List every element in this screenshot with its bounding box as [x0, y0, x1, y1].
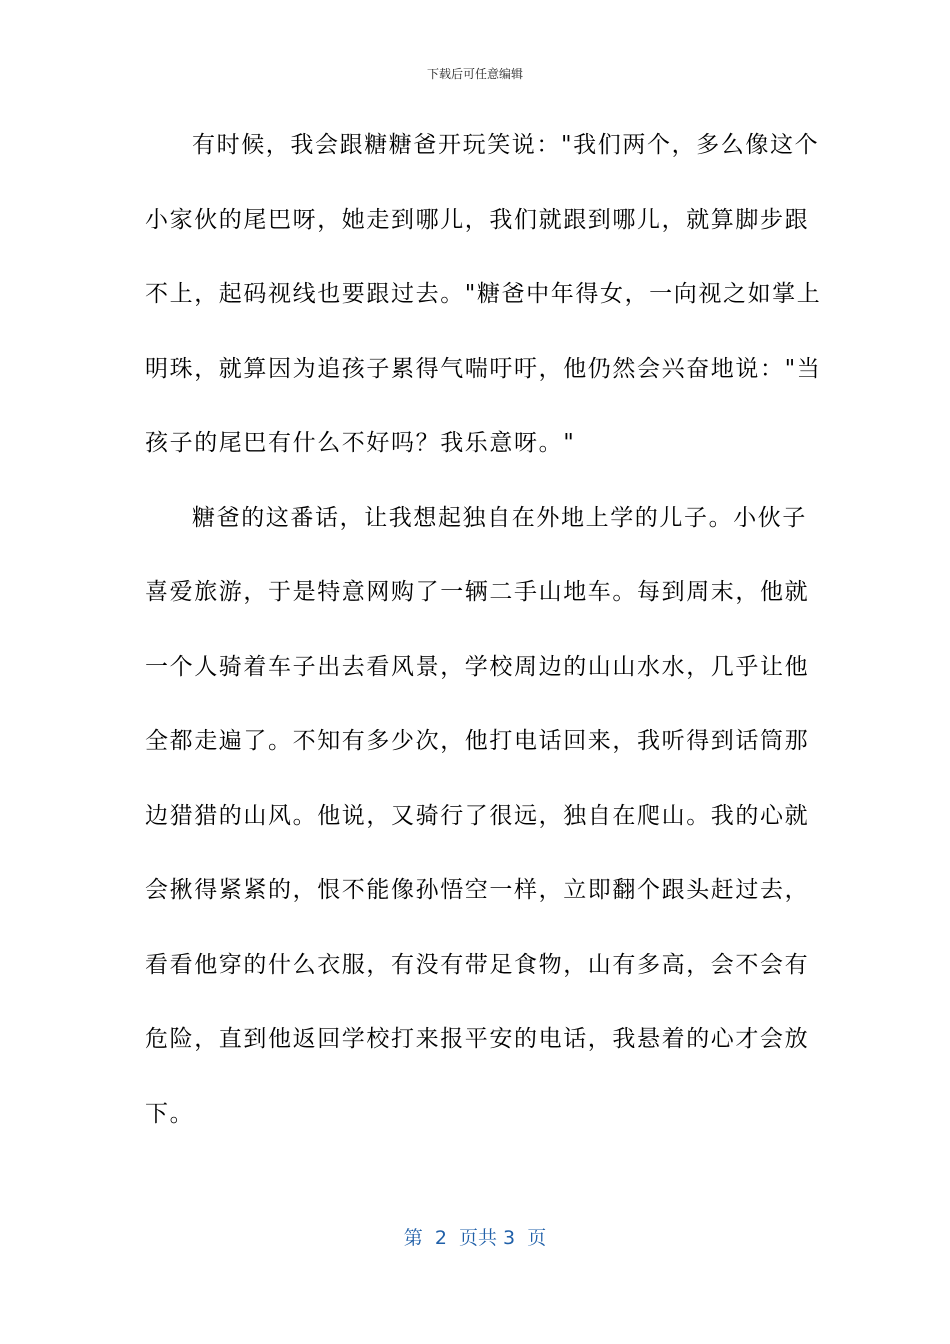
text-line: 一个人骑着车子出去看风景，学校周边的山山水水，几乎让他 [145, 653, 810, 680]
text-line: 不上，起码视线也要跟过去。"糖爸中年得女，一向视之如掌上 [145, 281, 822, 307]
text-line: 有时候，我会跟糖糖爸开玩笑说："我们两个，多么像这个 [192, 132, 820, 158]
document-body [145, 115, 822, 1158]
text-line: 小家伙的尾巴呀，她走到哪儿，我们就跟到哪儿，就算脚步跟 [145, 206, 810, 233]
text-line: 喜爱旅游，于是特意网购了一辆二手山地车。每到周末，他就 [145, 579, 810, 605]
text-line: 会揪得紧紧的，恨不能像孙悟空一样，立即翻个跟头赶过去， [145, 877, 810, 903]
text-line: 孩子的尾巴有什么不好吗？我乐意呀。" [145, 430, 576, 456]
text-line: 边猎猎的山风。他说，又骑行了很远，独自在爬山。我的心就 [145, 802, 810, 829]
text-line: 看看他穿的什么衣服，有没有带足食物，山有多高，会不会有 [145, 951, 810, 978]
text-line: 下。 [145, 1100, 195, 1127]
text-line: 全都走遍了。不知有多少次，他打电话回来，我听得到话筒那 [145, 728, 810, 754]
text-line: 危险，直到他返回学校打来报平安的电话，我悬着的心才会放 [145, 1026, 810, 1052]
page-number-footer: 第 2 页共 3 页 [403, 1227, 547, 1249]
text-line: 糖爸的这番话，让我想起独自在外地上学的儿子。小伙子 [192, 504, 807, 531]
text-line: 明珠，就算因为追孩子累得气喘吁吁，他仍然会兴奋地说："当 [145, 355, 822, 382]
page-header: 下载后可任意编辑 [426, 67, 523, 81]
